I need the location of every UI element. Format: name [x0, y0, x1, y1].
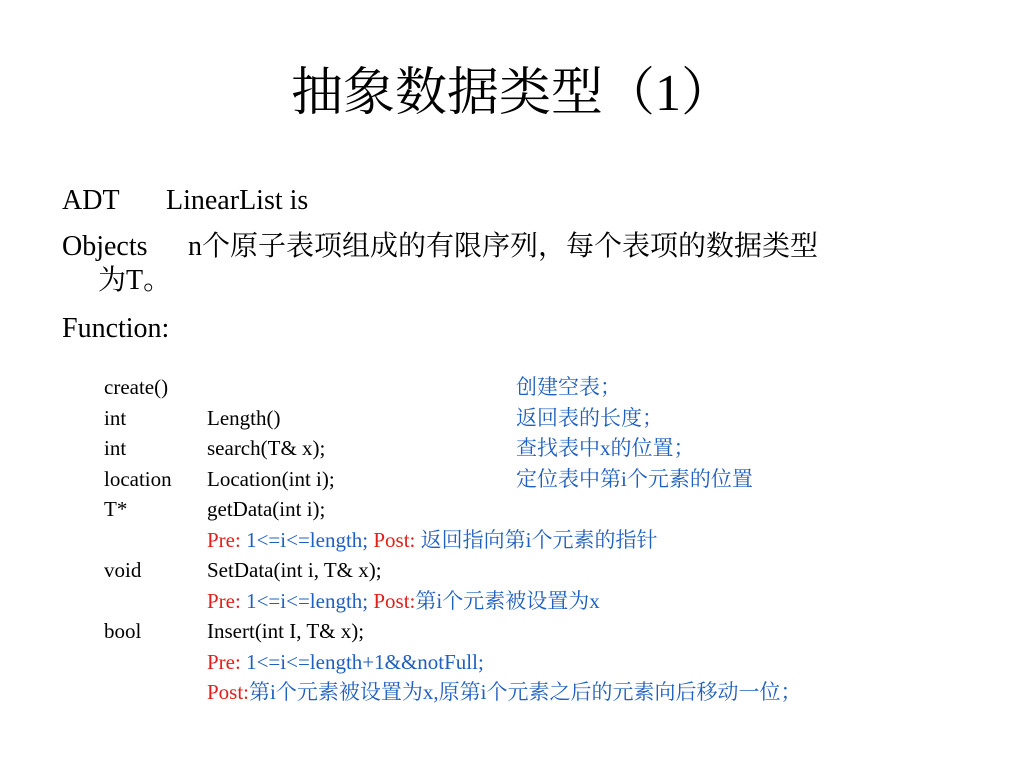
function-signature: create() [104, 375, 169, 399]
adt-label: ADT [62, 185, 120, 216]
pre-label: Pre: [207, 649, 241, 674]
return-type: bool [104, 619, 142, 643]
function-signature: search(T& x); [207, 436, 326, 460]
pre-label: Pre: [207, 527, 241, 552]
function-comment: 返回表的长度； [516, 405, 663, 430]
pre-label: Pre: [207, 588, 241, 613]
return-type: void [104, 558, 142, 582]
slide-title: 抽象数据类型（1） [290, 65, 733, 122]
pre-text: 1<=i<=length; [246, 588, 369, 613]
post-text: 返回指向第i个元素的指针 [420, 527, 658, 552]
function-signature: Insert(int I, T& x); [207, 619, 365, 643]
return-type: int [104, 436, 127, 460]
post-label: Post: [207, 680, 250, 704]
objects-text-1: n个原子表项组成的有限序列，每个表项的数据类型 [188, 231, 819, 262]
pre-text: 1<=i<=length+1&&notFull; [246, 649, 484, 674]
return-type: int [104, 405, 127, 430]
condition-text [207, 647, 484, 678]
condition-text [207, 677, 801, 708]
post-label: Post: [373, 527, 416, 552]
post-text: 第i个元素被设置为x,原第i个元素之后的元素向后移动一位； [249, 680, 802, 704]
function-signature: SetData(int i, T& x); [207, 558, 382, 582]
pre-text: 1<=i<=length; [246, 527, 369, 552]
function-signature: getData(int i); [207, 497, 326, 521]
function-comment: 查找表中x的位置； [516, 436, 695, 460]
adt-line [62, 184, 308, 218]
function-signature: Location(int i); [207, 466, 335, 491]
function-comment: 定位表中第i个元素的位置 [516, 466, 753, 491]
condition-text [207, 586, 600, 617]
objects-text-2: 为T。 [98, 265, 172, 296]
objects-paragraph [62, 230, 972, 298]
function-label: Function: [62, 313, 170, 344]
post-label: Post: [373, 588, 416, 613]
function-signature: Length() [207, 405, 281, 430]
return-type: T* [104, 497, 128, 521]
condition-text [207, 525, 658, 556]
objects-label: Objects [62, 231, 148, 262]
post-text: 第i个元素被设置为x [415, 588, 600, 613]
adt-name: LinearList is [166, 185, 309, 216]
return-type: location [104, 466, 172, 491]
function-comment: 创建空表； [516, 375, 621, 399]
